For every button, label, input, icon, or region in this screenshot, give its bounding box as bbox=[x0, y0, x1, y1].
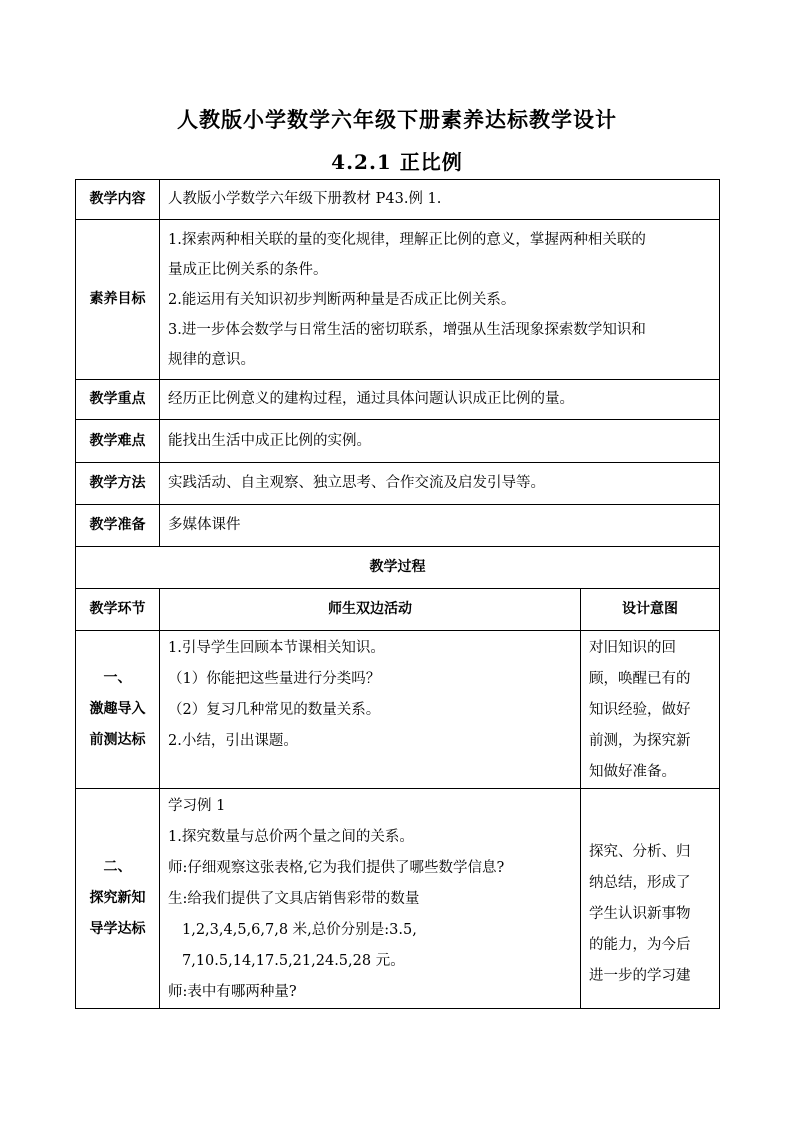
label-goals: 素养目标 bbox=[76, 220, 160, 380]
label-method: 教学方法 bbox=[76, 463, 160, 505]
row-process-columns bbox=[76, 589, 720, 631]
lesson-plan-table bbox=[75, 179, 720, 1009]
row-process-heading bbox=[76, 547, 720, 589]
lesson-subtitle: 4.2.1 正比例 bbox=[331, 150, 463, 174]
intent-line: 知识经验，做好 bbox=[589, 702, 691, 718]
intent-line: 前测，为探究新 bbox=[589, 733, 691, 749]
stage-label-line: 探究新知 bbox=[89, 890, 146, 906]
stage-1-intent bbox=[581, 631, 720, 789]
activity-line: 师:表中有哪两种量? bbox=[168, 984, 297, 1000]
col-stage-header: 教学环节 bbox=[76, 589, 160, 631]
stage-2-intent bbox=[581, 789, 720, 1009]
stage-2-label bbox=[76, 789, 160, 1009]
row-stage-1 bbox=[76, 631, 720, 789]
value-method: 实践活动、自主观察、独立思考、合作交流及启发引导等。 bbox=[160, 463, 720, 505]
activity-line: 7,10.5,14,17.5,21,24.5,28 元。 bbox=[182, 953, 405, 969]
value-prep: 多媒体课件 bbox=[160, 505, 720, 547]
activity-line: 1.探究数量与总价两个量之间的关系。 bbox=[168, 829, 414, 845]
process-heading: 教学过程 bbox=[76, 547, 720, 589]
stage-label-line: 导学达标 bbox=[89, 921, 146, 937]
row-goals bbox=[76, 220, 720, 380]
value-goals bbox=[160, 220, 720, 380]
intent-line: 知做好准备。 bbox=[589, 764, 676, 780]
row-method bbox=[76, 463, 720, 505]
value-content: 人教版小学数学六年级下册教材 P43.例 1. bbox=[160, 180, 720, 220]
goal-line: 1.探索两种相关联的量的变化规律，理解正比例的意义，掌握两种相关联的 bbox=[168, 231, 646, 248]
stage-label-line: 激趣导入 bbox=[89, 701, 146, 717]
activity-line: 2.小结，引出课题。 bbox=[168, 733, 298, 749]
value-difficulty: 能找出生活中成正比例的实例。 bbox=[160, 420, 720, 463]
activity-line: （2）复习几种常见的数量关系。 bbox=[168, 702, 381, 718]
intent-line: 学生认识新事物 bbox=[589, 906, 691, 922]
stage-1-activity bbox=[160, 631, 581, 789]
intent-line: 纳总结，形成了 bbox=[589, 875, 691, 891]
value-key: 经历正比例意义的建构过程，通过具体问题认识成正比例的量。 bbox=[160, 380, 720, 420]
label-content: 教学内容 bbox=[76, 180, 160, 220]
intent-line: 探究、分析、归 bbox=[589, 844, 691, 860]
intent-line: 的能力，为今后 bbox=[589, 937, 691, 953]
activity-line: 1.引导学生回顾本节课相关知识。 bbox=[168, 640, 385, 656]
stage-label-line: 一、 bbox=[103, 670, 132, 686]
page-title: 人教版小学数学六年级下册素养达标教学设计 bbox=[177, 107, 617, 132]
label-difficulty: 教学难点 bbox=[76, 420, 160, 463]
stage-1-label bbox=[76, 631, 160, 789]
activity-line: 师:仔细观察这张表格,它为我们提供了哪些数学信息? bbox=[168, 860, 505, 876]
stage-label-line: 二、 bbox=[103, 859, 132, 875]
goal-line: 3.进一步体会数学与日常生活的密切联系，增强从生活现象探索数学知识和 bbox=[168, 321, 646, 338]
intent-line: 进一步的学习建 bbox=[589, 968, 691, 984]
row-key bbox=[76, 380, 720, 420]
col-intent-header: 设计意图 bbox=[581, 589, 720, 631]
goal-line: 规律的意识。 bbox=[168, 351, 255, 368]
row-difficulty bbox=[76, 420, 720, 463]
activity-line: 学习例 1 bbox=[168, 798, 226, 814]
activity-line: 生:给我们提供了文具店销售彩带的数量 bbox=[168, 891, 420, 907]
intent-line: 顾，唤醒已有的 bbox=[589, 671, 691, 687]
col-activity-header: 师生双边活动 bbox=[160, 589, 581, 631]
intent-line: 对旧知识的回 bbox=[589, 640, 676, 656]
label-key: 教学重点 bbox=[76, 380, 160, 420]
activity-line: （1）你能把这些量进行分类吗？ bbox=[168, 671, 381, 687]
stage-label-line: 前测达标 bbox=[89, 732, 146, 748]
stage-2-activity bbox=[160, 789, 581, 1009]
row-content bbox=[76, 180, 720, 220]
activity-line: 1,2,3,4,5,6,7,8 米,总价分别是:3.5, bbox=[182, 922, 417, 938]
goal-line: 2.能运用有关知识初步判断两种量是否成正比例关系。 bbox=[168, 291, 516, 308]
label-prep: 教学准备 bbox=[76, 505, 160, 547]
row-prep bbox=[76, 505, 720, 547]
goal-line: 量成正比例关系的条件。 bbox=[168, 261, 328, 278]
row-stage-2 bbox=[76, 789, 720, 1009]
